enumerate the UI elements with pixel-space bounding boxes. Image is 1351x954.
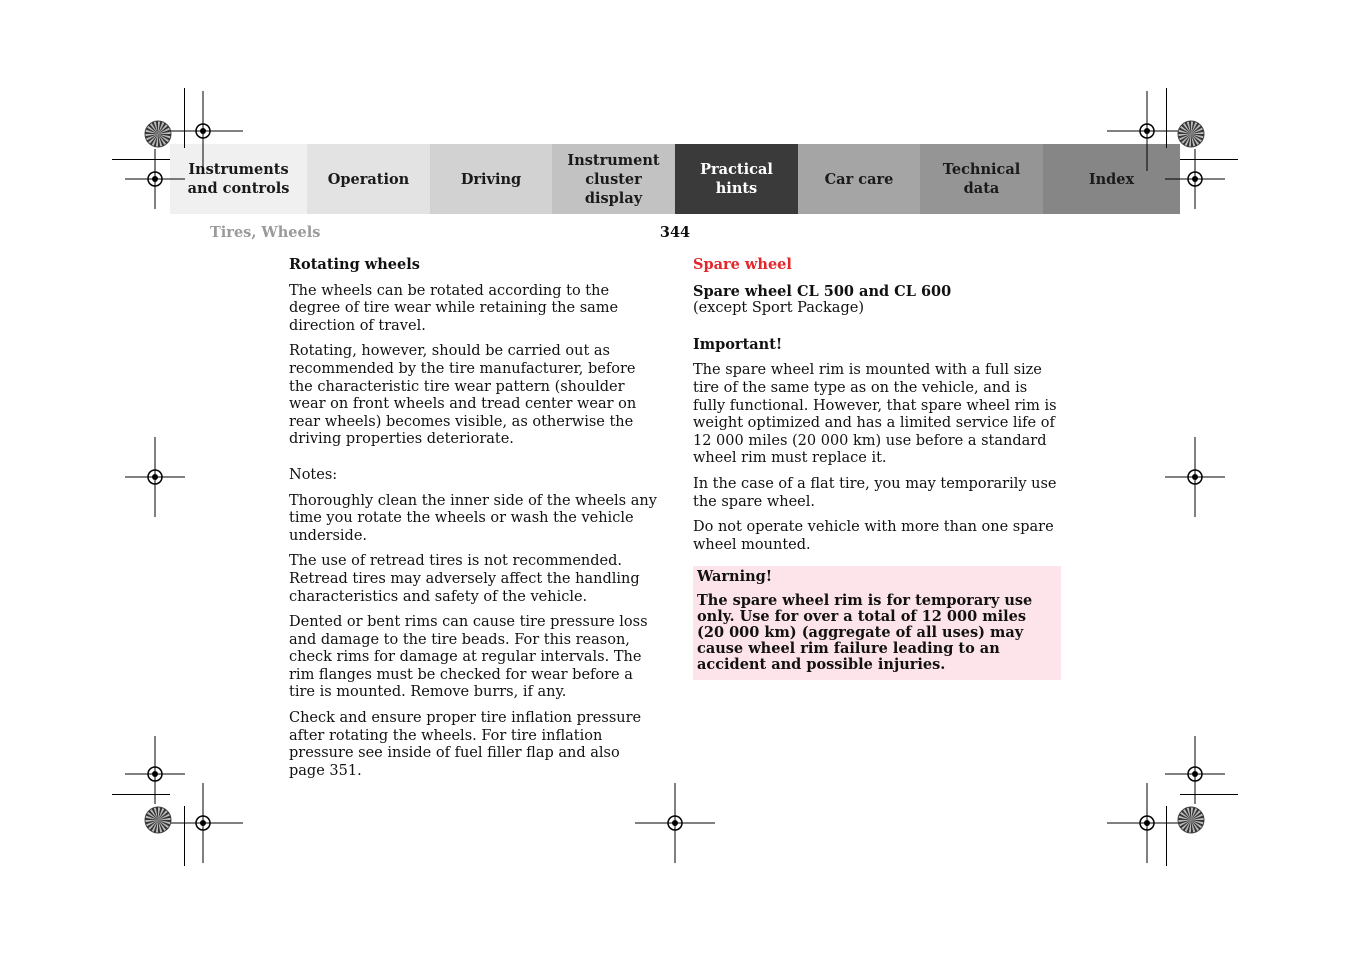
paragraph: Do not operate vehicle with more than one spare wheel mounted. <box>693 519 1054 553</box>
tab-label: Driving <box>460 170 522 188</box>
tab-label: Car care <box>824 170 894 188</box>
paragraph: Rotating, however, should be carried out as recommended by the tire manufacturer, before the characteristic tire wear pattern (shoulder wear on front wheels and tread center wear on rear wheels) becomes visible, as otherwise the driving properties deteriorate. <box>289 343 637 448</box>
section-title: Tires, Wheels <box>210 224 321 241</box>
note-paragraph: Thoroughly clean the inner side of the wheels any time you rotate the wheels or wash the vehicle underside. <box>289 492 657 544</box>
paragraph: The spare wheel rim is mounted with a full size tire of the same type as on the vehicle, and is fully functional. However, that spare wheel rim is weight optimized and has a limited service life of 12 000 miles (20 000 km) use before a standard wheel rim must replace it. <box>693 362 1057 467</box>
star-target-icon <box>1177 120 1205 148</box>
paragraph: In the case of a flat tire, you may temporarily use the spare wheel. <box>693 475 1057 510</box>
right-column <box>693 256 1063 680</box>
registration-target-icon <box>125 437 185 517</box>
tab-practical-hints[interactable] <box>675 144 798 214</box>
spare-wheel-heading: Spare wheel <box>693 256 792 273</box>
star-target-icon <box>144 806 172 834</box>
star-target-icon <box>144 120 172 148</box>
spare-wheel-subnote: (except Sport Package) <box>693 300 864 317</box>
tab-operation[interactable] <box>307 144 430 214</box>
left-column <box>289 256 659 780</box>
note-paragraph: Dented or bent rims can cause tire pressure loss and damage to the tire beads. For this reason, check rims for damage at regular intervals. The rim flanges must be checked for wear before a tire is mounted. Remove burrs, if any. <box>289 614 648 701</box>
note-paragraph: Check and ensure proper tire inflation pressure after rotating the wheels. For tire inflation pressure see inside of fuel filler flap and also page 351. <box>289 710 642 779</box>
tab-label: Index <box>1088 170 1135 188</box>
notes-label: Notes: <box>289 466 338 483</box>
spare-wheel-subheading: Spare wheel CL 500 and CL 600 <box>693 282 952 300</box>
tab-instrument-cluster-display[interactable] <box>552 144 675 214</box>
paragraph: The wheels can be rotated according to the degree of tire wear while retaining the same direction of travel. <box>289 282 619 334</box>
tab-car-care[interactable] <box>798 144 920 214</box>
warning-text: The spare wheel rim is for temporary use only. Use for over a total of 12 000 miles (20 000 km) (aggregate of all uses) may cause wheel rim failure leading to an accident and possible injuries. <box>697 592 1033 674</box>
important-label: Important! <box>693 335 783 353</box>
registration-target-icon <box>1107 783 1187 863</box>
rotating-wheels-heading: Rotating wheels <box>289 256 420 273</box>
tab-label: Practical hints <box>700 161 773 197</box>
registration-target-icon <box>635 783 715 863</box>
warning-box <box>693 566 1061 680</box>
warning-title: Warning! <box>697 568 773 586</box>
tab-driving[interactable] <box>430 144 552 214</box>
registration-target-icon <box>1165 149 1225 209</box>
star-target-icon <box>1177 806 1205 834</box>
chapter-nav <box>170 144 1180 214</box>
tab-technical-data[interactable] <box>920 144 1043 214</box>
page-number: 344 <box>659 224 691 241</box>
tab-label: Technical data <box>942 161 1021 197</box>
registration-target-icon <box>1165 437 1225 517</box>
tab-label: Instrument cluster display <box>567 151 660 207</box>
registration-target-icon <box>163 783 243 863</box>
tab-label: Operation <box>327 170 410 188</box>
note-paragraph: The use of retread tires is not recommended. Retread tires may adversely affect the handling characteristics and safety of the vehicle. <box>289 553 640 605</box>
registration-target-icon <box>125 149 185 209</box>
tab-label: Instruments and controls <box>187 161 290 197</box>
